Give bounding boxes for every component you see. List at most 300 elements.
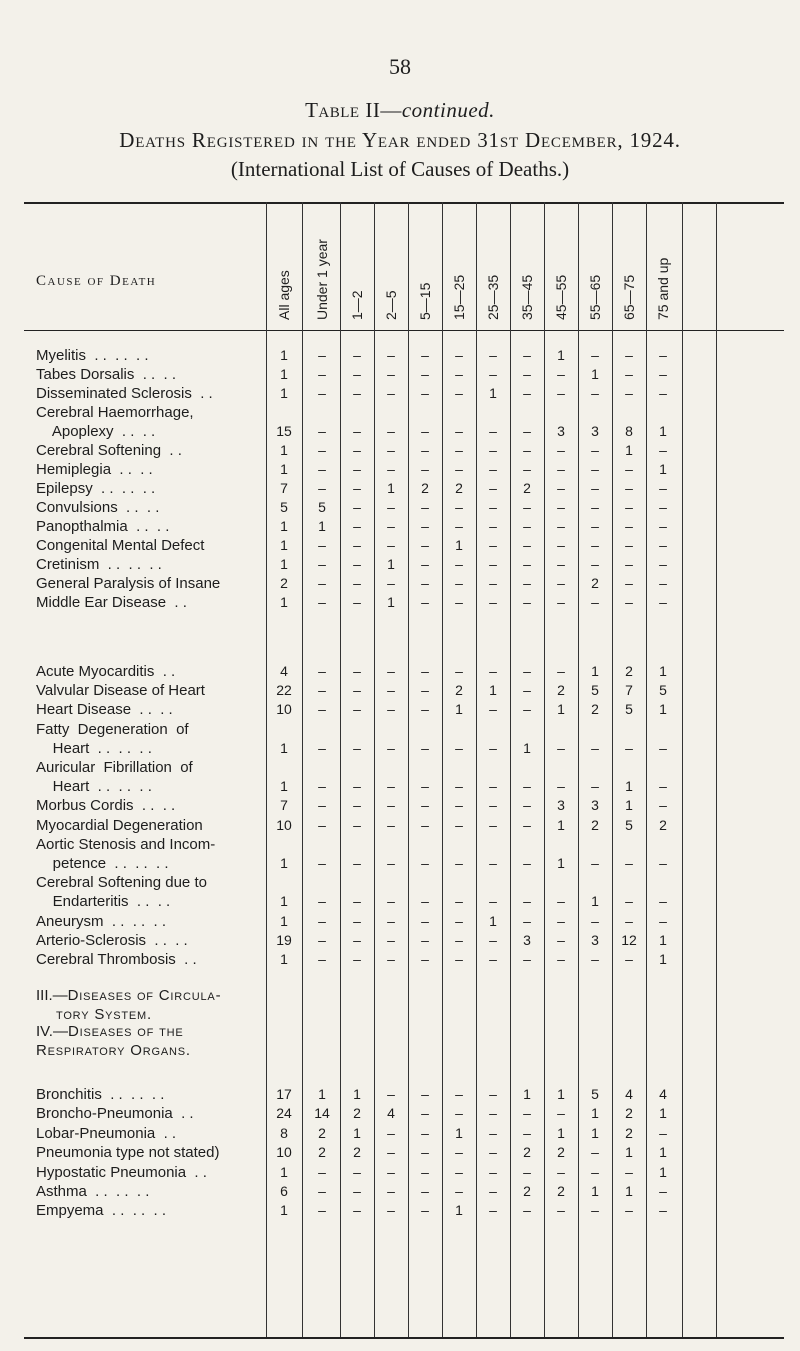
cause-label: Broncho-Pneumonia . . — [36, 1105, 194, 1123]
cell-value: – — [455, 499, 463, 515]
cell-value: 1 — [557, 1124, 565, 1141]
cell-value: – — [625, 855, 633, 871]
cell-value: 1 — [318, 1086, 326, 1102]
cell-value: – — [523, 1105, 531, 1122]
cell-value: – — [557, 778, 565, 795]
cell-value: – — [625, 912, 633, 929]
cell-value: – — [421, 442, 429, 458]
cell-value: – — [659, 912, 667, 929]
cell-value: 2 — [318, 1124, 326, 1141]
cell-value: – — [625, 951, 633, 967]
cell-value: – — [421, 816, 429, 833]
cell-value: – — [557, 537, 565, 553]
column-rule — [682, 202, 683, 1337]
cell-value: – — [489, 347, 497, 363]
cell-value: – — [421, 931, 429, 948]
cell-value: – — [625, 385, 633, 401]
cell-value: – — [353, 1183, 361, 1199]
cell-value: – — [455, 1183, 463, 1199]
cell-value: – — [353, 855, 361, 871]
cell-value: – — [489, 778, 497, 795]
cell-all-ages: 1 — [280, 1202, 288, 1219]
cell-value: – — [421, 663, 429, 679]
cell-value: 1 — [523, 1086, 531, 1102]
column-header: 25—35 — [485, 274, 501, 320]
table-bottom-rule — [24, 1337, 784, 1339]
cell-all-ages: 1 — [280, 442, 288, 458]
section-label: Diseases of Circula- — [67, 987, 222, 1004]
cell-value: 1 — [591, 1105, 599, 1122]
cell-value: 2 — [455, 682, 463, 699]
table-subtitle: Deaths Registered in the Year ended 31st December, 1924. — [119, 128, 681, 152]
cell-value: – — [455, 423, 463, 439]
cell-value: – — [659, 442, 667, 458]
cell-value: – — [659, 518, 667, 534]
cell-value: – — [625, 1202, 633, 1219]
cell-value: – — [387, 537, 395, 553]
cell-value: – — [455, 778, 463, 795]
cell-value: – — [557, 575, 565, 591]
cell-value: – — [387, 931, 395, 948]
cell-value: 1 — [659, 701, 667, 718]
cell-value: – — [318, 1163, 326, 1180]
cell-value: – — [489, 1105, 497, 1122]
cell-value: 2 — [523, 1183, 531, 1199]
cell-value: – — [557, 385, 565, 401]
cell-value: – — [387, 1086, 395, 1102]
cause-label: Lobar-Pneumonia . . — [36, 1124, 177, 1142]
cell-value: 2 — [557, 1144, 565, 1161]
cell-value: – — [523, 594, 531, 610]
cell-value: – — [421, 739, 429, 756]
cell-value: 5 — [318, 499, 326, 515]
cell-value: – — [591, 1202, 599, 1219]
cell-value: – — [353, 797, 361, 814]
cell-value: 1 — [557, 701, 565, 718]
cell-all-ages: 6 — [280, 1183, 288, 1199]
cell-value: – — [557, 1202, 565, 1219]
cell-all-ages: 4 — [280, 663, 288, 679]
cell-value: – — [523, 797, 531, 814]
cell-value: – — [421, 366, 429, 382]
cell-all-ages: 1 — [280, 739, 288, 756]
cell-value: – — [353, 931, 361, 948]
cell-value: 1 — [625, 778, 633, 795]
cell-value: – — [625, 537, 633, 553]
cell-all-ages: 1 — [280, 537, 288, 553]
cell-value: – — [591, 442, 599, 458]
section-prefix: IV.— — [36, 1023, 68, 1040]
cell-value: – — [489, 701, 497, 718]
cell-value: 1 — [591, 893, 599, 910]
cell-value: 2 — [557, 1183, 565, 1199]
cell-all-ages: 1 — [280, 855, 288, 871]
cell-value: – — [625, 347, 633, 363]
cell-value: – — [353, 556, 361, 572]
cell-value: – — [387, 1144, 395, 1161]
cell-value: – — [591, 385, 599, 401]
cell-value: – — [557, 951, 565, 967]
cell-value: – — [659, 855, 667, 871]
column-header: 5—15 — [417, 282, 433, 320]
table-title — [0, 98, 800, 123]
column-rule — [302, 202, 303, 1337]
cell-value: 1 — [557, 855, 565, 871]
cell-value: 2 — [659, 816, 667, 833]
cause-label: Middle Ear Disease . . — [36, 594, 187, 611]
cause-label: Myelitis . . . . . . — [36, 347, 149, 364]
cell-value: – — [489, 537, 497, 553]
cell-value: 1 — [591, 366, 599, 382]
cell-value: – — [318, 1183, 326, 1199]
cell-value: 2 — [591, 701, 599, 718]
cell-value: 1 — [318, 518, 326, 534]
cell-value: 1 — [659, 1144, 667, 1161]
cell-value: 1 — [353, 1124, 361, 1141]
cell-value: – — [353, 366, 361, 382]
cell-all-ages: 19 — [276, 931, 292, 948]
cell-value: – — [455, 1086, 463, 1102]
cell-value: – — [591, 739, 599, 756]
cell-value: – — [353, 499, 361, 515]
cause-label: Asthma . . . . . . — [36, 1183, 150, 1200]
cell-value: – — [353, 423, 361, 439]
cell-value: – — [489, 931, 497, 948]
cell-value: – — [318, 423, 326, 439]
cell-value: – — [387, 663, 395, 679]
cause-label: Morbus Cordis . . . . — [36, 797, 176, 815]
cause-label: Valvular Disease of Heart — [36, 682, 205, 700]
cell-value: – — [489, 575, 497, 591]
cell-value: – — [387, 575, 395, 591]
cell-value: – — [625, 1163, 633, 1180]
cause-label: Convulsions . . . . — [36, 499, 160, 516]
cell-value: – — [523, 385, 531, 401]
section-label-2: Respiratory Organs. — [36, 1042, 191, 1059]
cell-value: – — [591, 778, 599, 795]
cell-value: – — [523, 893, 531, 910]
cause-label: Cerebral Haemorrhage, — [36, 404, 194, 421]
cell-value: – — [489, 1144, 497, 1161]
cell-value: – — [421, 893, 429, 910]
cause-label: Cerebral Softening due to — [36, 874, 207, 892]
table-title-numeral: II— — [359, 98, 402, 122]
cell-value: – — [387, 855, 395, 871]
cause-label: Cerebral Thrombosis . . — [36, 951, 197, 968]
cause-label: Cerebral Softening . . — [36, 442, 182, 459]
cell-value: 5 — [625, 816, 633, 833]
cell-value: – — [318, 682, 326, 699]
cell-value: – — [659, 556, 667, 572]
cell-value: – — [625, 366, 633, 382]
cell-value: 5 — [591, 682, 599, 699]
cell-value: – — [489, 423, 497, 439]
cell-value: – — [421, 499, 429, 515]
cell-value: – — [659, 366, 667, 382]
cell-value: – — [523, 366, 531, 382]
cell-value: – — [353, 739, 361, 756]
cell-value: – — [489, 1183, 497, 1199]
column-rule — [266, 202, 267, 1337]
cell-value: 2 — [353, 1105, 361, 1122]
cause-label: Arterio-Sclerosis . . . . — [36, 931, 188, 949]
cell-value: – — [353, 594, 361, 610]
cell-value: 1 — [659, 1163, 667, 1180]
cell-all-ages: 1 — [280, 778, 288, 795]
cause-label: Heart Disease . . . . — [36, 701, 173, 719]
cell-value: – — [523, 663, 531, 679]
cell-value: – — [387, 442, 395, 458]
cell-value: – — [455, 797, 463, 814]
cell-value: – — [557, 499, 565, 515]
cell-value: – — [523, 442, 531, 458]
cell-value: – — [318, 912, 326, 929]
cause-label: Hemiplegia . . . . — [36, 461, 153, 478]
cell-all-ages: 10 — [276, 816, 292, 833]
cell-value: – — [353, 1202, 361, 1219]
cell-value: – — [523, 701, 531, 718]
cell-value: – — [318, 480, 326, 496]
cell-value: 1 — [455, 1202, 463, 1219]
cell-value: – — [625, 480, 633, 496]
cause-column-header: Cause of Death — [36, 273, 157, 289]
column-header: 55—65 — [587, 274, 603, 320]
cell-value: – — [659, 575, 667, 591]
cell-value: 2 — [421, 480, 429, 496]
cell-value: – — [659, 385, 667, 401]
cell-value: – — [421, 1144, 429, 1161]
cell-value: – — [387, 951, 395, 967]
cell-value: – — [387, 518, 395, 534]
cell-value: – — [591, 594, 599, 610]
cell-value: – — [659, 739, 667, 756]
cell-value: 2 — [455, 480, 463, 496]
cell-all-ages: 24 — [276, 1105, 292, 1122]
cell-value: 3 — [591, 423, 599, 439]
cell-value: – — [318, 594, 326, 610]
cell-value: 1 — [591, 663, 599, 679]
cell-value: – — [421, 1202, 429, 1219]
cell-value: – — [523, 682, 531, 699]
section-heading-circulatory — [36, 986, 221, 1024]
cell-value: – — [421, 385, 429, 401]
cell-value: – — [455, 893, 463, 910]
cell-value: – — [353, 537, 361, 553]
cell-value: – — [591, 537, 599, 553]
cause-label: General Paralysis of Insane — [36, 575, 221, 592]
cell-value: – — [489, 951, 497, 967]
cell-value: 1 — [625, 1183, 633, 1199]
cell-value: – — [353, 461, 361, 477]
cell-all-ages: 1 — [280, 347, 288, 363]
cell-value: – — [489, 1086, 497, 1102]
column-header: 2—5 — [383, 290, 399, 320]
cell-value: – — [557, 556, 565, 572]
cell-value: – — [387, 893, 395, 910]
column-header: 15—25 — [451, 274, 467, 320]
cell-value: – — [353, 1163, 361, 1180]
cause-label: Fatty Degeneration of — [36, 720, 189, 738]
cell-value: 5 — [625, 701, 633, 718]
cell-value: – — [421, 701, 429, 718]
cell-value: – — [421, 1183, 429, 1199]
cell-value: – — [591, 518, 599, 534]
cell-value: – — [523, 951, 531, 967]
cell-value: 1 — [557, 1086, 565, 1102]
cell-value: 4 — [625, 1086, 633, 1102]
cell-value: – — [353, 347, 361, 363]
cell-value: – — [387, 499, 395, 515]
cell-all-ages: 15 — [276, 423, 292, 439]
cell-value: – — [489, 499, 497, 515]
cell-value: – — [318, 1202, 326, 1219]
cell-value: – — [455, 518, 463, 534]
cell-value: – — [489, 893, 497, 910]
cell-value: – — [557, 893, 565, 910]
column-header: 45—55 — [553, 274, 569, 320]
cell-all-ages: 1 — [280, 556, 288, 572]
cell-value: – — [659, 778, 667, 795]
cell-value: – — [318, 461, 326, 477]
cell-value: – — [523, 855, 531, 871]
cell-value: – — [421, 347, 429, 363]
cell-value: – — [353, 442, 361, 458]
cell-value: 1 — [387, 556, 395, 572]
table-header-rule — [24, 330, 784, 331]
cell-value: – — [659, 499, 667, 515]
cell-all-ages: 7 — [280, 797, 288, 814]
cell-value: – — [489, 855, 497, 871]
cell-value: 1 — [353, 1086, 361, 1102]
cell-value: – — [455, 1163, 463, 1180]
cell-value: – — [523, 537, 531, 553]
cell-value: – — [557, 461, 565, 477]
cell-value: – — [455, 855, 463, 871]
cell-value: 1 — [455, 701, 463, 718]
cell-value: – — [387, 1202, 395, 1219]
cell-value: – — [591, 1144, 599, 1161]
cell-all-ages: 8 — [280, 1124, 288, 1141]
cell-all-ages: 10 — [276, 701, 292, 718]
cell-value: – — [489, 816, 497, 833]
cell-value: – — [387, 778, 395, 795]
cell-value: – — [455, 912, 463, 929]
cell-value: – — [387, 816, 395, 833]
cell-value: – — [659, 893, 667, 910]
cell-value: – — [523, 518, 531, 534]
cell-value: – — [353, 701, 361, 718]
cell-value: – — [455, 931, 463, 948]
cell-value: – — [421, 537, 429, 553]
cause-label: Aortic Stenosis and Incom- — [36, 835, 216, 853]
cell-value: 14 — [314, 1105, 330, 1122]
section-heading-respiratory — [36, 1022, 191, 1060]
cell-value: – — [318, 931, 326, 948]
cell-value: – — [659, 1202, 667, 1219]
cell-value: – — [455, 663, 463, 679]
cell-value: – — [523, 912, 531, 929]
cell-value: – — [523, 461, 531, 477]
cell-value: – — [318, 385, 326, 401]
cause-label: Heart . . . . . . — [36, 739, 152, 757]
cell-value: – — [455, 1144, 463, 1161]
cell-value: – — [421, 575, 429, 591]
cell-value: – — [387, 385, 395, 401]
cell-value: 1 — [659, 1105, 667, 1122]
cell-value: – — [659, 537, 667, 553]
cell-value: – — [387, 461, 395, 477]
cell-value: 1 — [625, 442, 633, 458]
cell-all-ages: 5 — [280, 499, 288, 515]
cell-value: – — [455, 816, 463, 833]
page-number: 58 — [389, 54, 411, 79]
cell-value: 1 — [591, 1124, 599, 1141]
cell-value: – — [489, 1163, 497, 1180]
cause-label: Aneurysm . . . . . . — [36, 912, 167, 930]
cell-value: – — [455, 385, 463, 401]
cell-value: – — [421, 951, 429, 967]
cell-value: – — [318, 816, 326, 833]
cell-value: – — [318, 855, 326, 871]
cell-all-ages: 10 — [276, 1144, 292, 1161]
cell-value: 3 — [591, 931, 599, 948]
cell-value: – — [557, 931, 565, 948]
cause-label: Empyema . . . . . . — [36, 1202, 167, 1220]
cell-value: – — [489, 518, 497, 534]
cell-value: 2 — [591, 575, 599, 591]
cell-value: 1 — [625, 797, 633, 814]
cell-value: – — [523, 1163, 531, 1180]
cell-value: – — [523, 1124, 531, 1141]
cell-value: – — [557, 366, 565, 382]
cell-value: – — [659, 1183, 667, 1199]
table-top-rule — [24, 202, 784, 204]
cause-label: Pneumonia type not stated) — [36, 1144, 220, 1162]
cell-value: – — [625, 594, 633, 610]
cell-value: – — [387, 797, 395, 814]
table-title-word: Table — [305, 98, 360, 122]
column-rule — [716, 202, 717, 1337]
cell-value: – — [489, 594, 497, 610]
cause-label: Auricular Fibrillation of — [36, 759, 193, 776]
cell-all-ages: 1 — [280, 461, 288, 477]
cause-label: Bronchitis . . . . . . — [36, 1086, 165, 1103]
cell-value: – — [455, 556, 463, 572]
cell-value: – — [523, 556, 531, 572]
cell-value: – — [387, 347, 395, 363]
cell-value: – — [659, 347, 667, 363]
cell-value: – — [625, 518, 633, 534]
cell-value: 4 — [387, 1105, 395, 1122]
cell-value: 3 — [557, 797, 565, 814]
cell-value: – — [455, 739, 463, 756]
cell-value: 2 — [318, 1144, 326, 1161]
cell-value: – — [353, 912, 361, 929]
cell-value: – — [557, 594, 565, 610]
cause-label: Endarteritis . . . . — [36, 893, 171, 911]
cell-value: 8 — [625, 423, 633, 439]
cell-value: 1 — [659, 663, 667, 679]
cell-value: – — [421, 556, 429, 572]
cell-value: – — [591, 480, 599, 496]
section-prefix: III.— — [36, 987, 68, 1004]
cell-value: – — [625, 556, 633, 572]
cell-value: – — [421, 797, 429, 814]
cell-value: – — [659, 480, 667, 496]
cell-value: 1 — [557, 816, 565, 833]
cell-value: – — [625, 461, 633, 477]
cell-value: – — [455, 366, 463, 382]
